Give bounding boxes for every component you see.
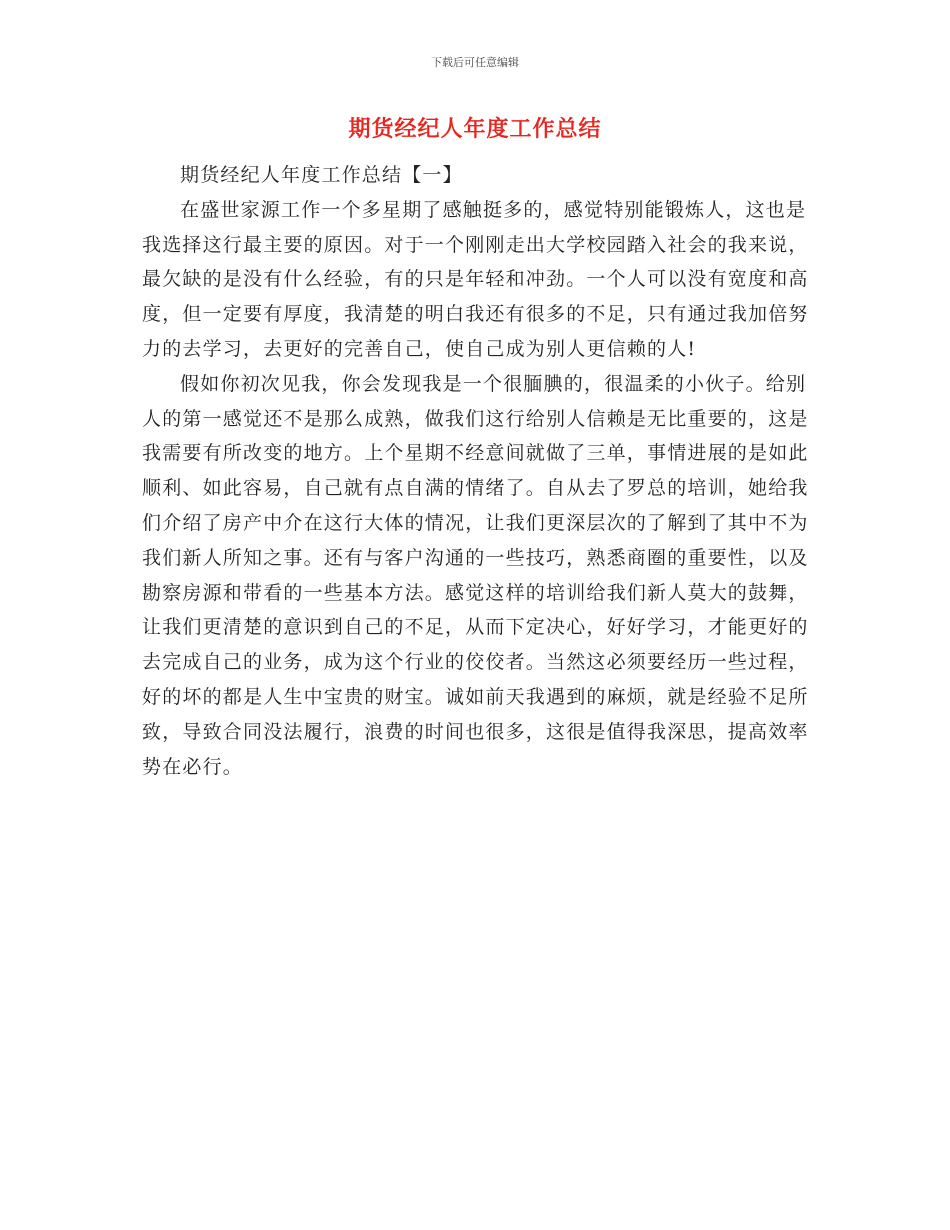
section-heading: 期货经纪人年度工作总结【一】 [180,164,463,186]
paragraph-1: 在盛世家源工作一个多星期了感触挺多的，感觉特别能锻炼人，这也是我选择这行最主要的原因。对于一个刚刚走出大学校园踏入社会的我来说，最欠缺的是没有什么经验，有的只是年轻和冲劲。一个人可以没有宽度和高度，但一定要有厚度，我清楚的明白我还有很多的不足，只有通过我加倍努力的去学习，去更好的完善自己，使自己成为别人更信赖的人! [142,198,809,360]
document-body [142,158,810,784]
paragraph-2: 假如你初次见我，你会发现我是一个很腼腆的，很温柔的小伙子。给别人的第一感觉还不是那么成熟，做我们这行给别人信赖是无比重要的，这是我需要有所改变的地方。上个星期不经意间就做了三单，事情进展的是如此顺利、如此容易，自己就有点自满的情绪了。自从去了罗总的培训，她给我们介绍了房产中介在这行大体的情况，让我们更深层次的了解到了其中不为我们新人所知之事。还有与客户沟通的一些技巧，熟悉商圈的重要性，以及勘察房源和带看的一些基本方法。感觉这样的培训给我们新人莫大的鼓舞，让我们更清楚的意识到自己的不足，从而下定决心，好好学习，才能更好的去完成自己的业务，成为这个行业的佼佼者。当然这必须要经历一些过程，好的坏的都是人生中宝贵的财宝。诚如前天我遇到的麻烦，就是经验不足所致，导致合同没法履行，浪费的时间也很多，这很是值得我深思，提高效率势在必行。 [142,372,809,778]
header-note: 下载后可任意编辑 [431,56,519,69]
document-title: 期货经纪人年度工作总结 [348,117,602,142]
